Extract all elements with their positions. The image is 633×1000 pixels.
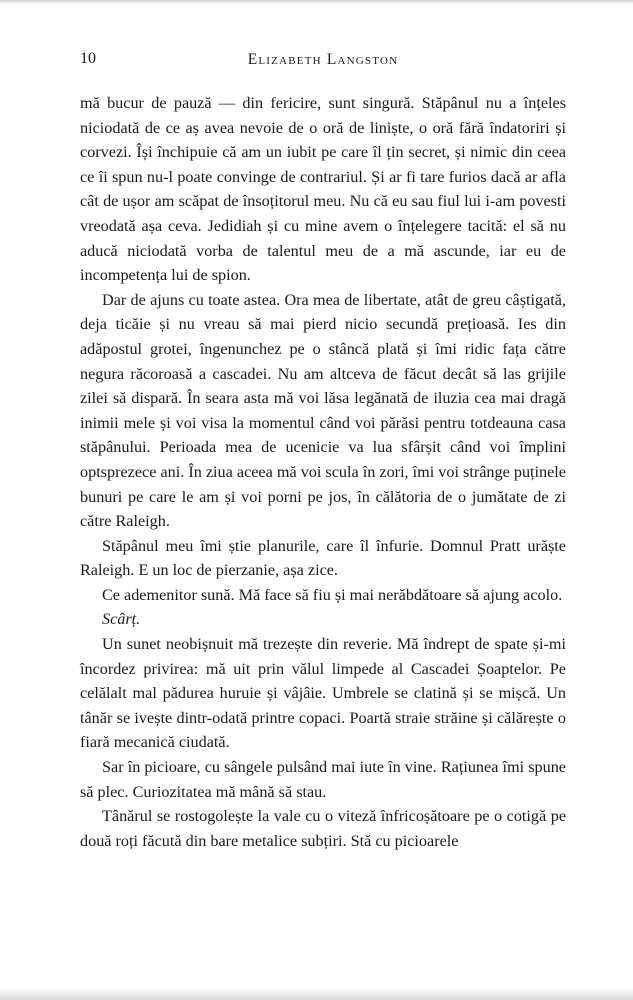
paragraph-7: Sar în picioare, cu sângele pulsând mai iute în vine. Rațiunea îmi spune să plec. Curiozitatea mă mână să stau. (80, 758, 566, 801)
paragraph-1: mă bucur de pauză — din fericire, sunt singură. Stăpânul nu a înțeles niciodată de ce aș avea nevoie de o oră de liniște, o oră fără îndatoriri și corvezi. Își închipuie că am un iubit pe care îl țin secret, și nimic din ceea ce îi spun nu-l poate convinge de contrariul. Și ar fi tare furios dacă ar afla cât de ușor am scăpat de însoțitorul meu. Nu că eu sau fiul lui i-am povesti vreodată așa ceva. Jedidiah și cu mine avem o înțelegere tacită: el să nu aducă niciodată vorba de talentul meu de a mă ascunde, iar eu de incompetența lui de spion. (80, 94, 566, 285)
body-text (80, 91, 566, 853)
paragraph-2: Dar de ajuns cu toate astea. Ora mea de libertate, atât de greu câștigată, deja ticăie și nu vreau să mai pierd nicio secundă prețioasă. Ies din adăpostul grotei, îngenunchez pe o stâncă plată și îmi ridic fața către negura răcoroasă a cascadei. Nu am altceva de făcut decât să las grijile zilei să dispară. În seara asta mă voi lăsa legănată de iluzia cea mai dragă inimii mele și voi visa la momentul când voi părăsi pentru totdeauna casa stăpânului. Perioada mea de ucenicie va lua sfârșit când voi împlini optsprezece ani. În ziua aceea mă voi scula în zori, îmi voi strânge puținele bunuri pe care le am și voi porni pe jos, în călătoria de o jumătate de zi către Raleigh. (80, 290, 566, 531)
scan-edge-top (0, 0, 633, 4)
scan-edge-bottom (0, 988, 633, 1000)
page-number: 10 (80, 50, 96, 67)
paragraph-6: Un sunet neobișnuit mă trezește din reverie. Mă îndrept de spate și-mi încordez privirea: mă uit prin vălul limpede al Cascadei Șoaptelor. Pe celălalt mal pădurea huruie și vâjâie. Umbrele se clatină și se mișcă. Un tânăr se ivește dintr-odată printre copaci. Poartă straie străine și călărește o fiară mecanică ciudată. (80, 635, 566, 752)
paragraph-8: Tânărul se rostogolește la vale cu o viteză înfricoșătoare pe o cotigă pe două roți făcută din bare metalice subțiri. Stă cu picioarele (80, 807, 566, 850)
paragraph-4: Ce ademenitor sună. Mă face să fiu și mai nerăbdătoare să ajung acolo. (102, 585, 563, 604)
running-head-author: Elizabeth Langston (247, 51, 399, 68)
paragraph-3: Stăpânul meu îmi știe planurile, care îl înfurie. Domnul Pratt urăște Raleigh. E un loc de pierzanie, așa zice. (80, 536, 566, 580)
page-header (80, 50, 566, 72)
paragraph-5-onomatopoeia: Scârț. (102, 610, 141, 629)
